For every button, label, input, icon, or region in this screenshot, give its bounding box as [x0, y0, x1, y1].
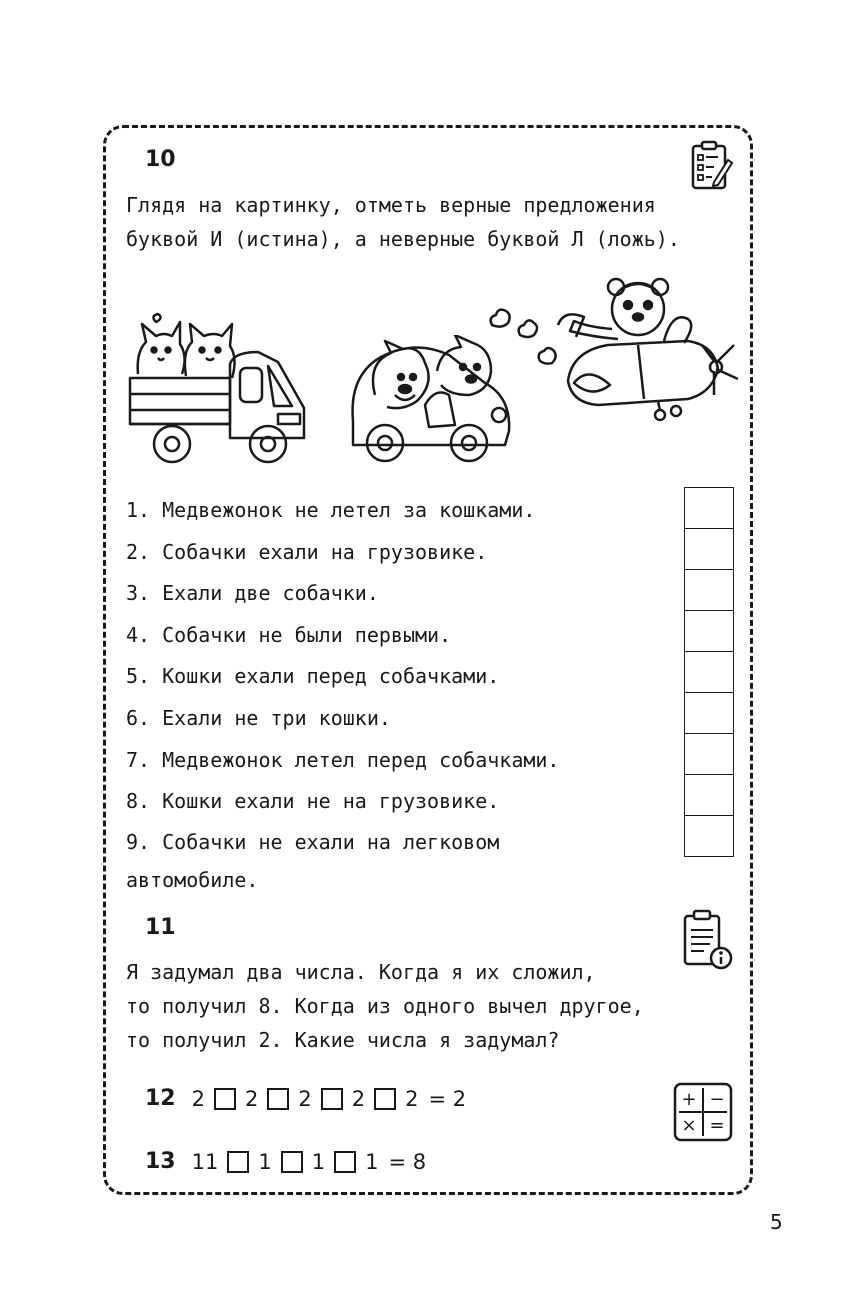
answer-box-3[interactable] [685, 570, 733, 611]
task-12-number: 12 [145, 1086, 176, 1111]
instruction-line-1: Глядя на картинку, отметь верные предложения [126, 193, 656, 217]
task-10-number: 10 [145, 147, 176, 172]
task-11-line-2: то получил 8. Когда из одного вычел другое, [126, 994, 644, 1018]
bear-airplane-illustration [488, 265, 738, 425]
minus-sign: − [709, 1089, 725, 1110]
operand: 2 [298, 1086, 312, 1111]
operand: 2 [191, 1086, 205, 1111]
operand: 11 [191, 1149, 219, 1174]
operand: 2 [405, 1086, 419, 1111]
calculator-icon [673, 1082, 733, 1142]
answer-box-9[interactable] [685, 816, 733, 857]
task-13-equation [145, 1149, 428, 1174]
task-13-number: 13 [145, 1149, 176, 1174]
cats-truck-illustration [128, 312, 313, 472]
answer-box-5[interactable] [685, 652, 733, 693]
answer-box-4[interactable] [685, 611, 733, 652]
answer-box-7[interactable] [685, 734, 733, 775]
operator-box[interactable] [334, 1151, 356, 1173]
task-10-instruction [126, 188, 726, 256]
equals-sign: = [709, 1115, 725, 1136]
statement-list [126, 490, 646, 899]
answer-box-column [684, 487, 734, 857]
checklist-icon [690, 140, 734, 192]
plus-sign: + [681, 1089, 697, 1110]
operator-box[interactable] [227, 1151, 249, 1173]
statement-3: 3. Ехали две собачки. [126, 581, 379, 606]
equation-result: = 2 [428, 1086, 467, 1111]
answer-box-1[interactable] [685, 488, 733, 529]
operand: 1 [365, 1149, 379, 1174]
statement-9: 9. Собачки не ехали на легковом автомобиле. [126, 829, 500, 892]
equation-result: = 8 [388, 1149, 427, 1174]
operator-box[interactable] [281, 1151, 303, 1173]
instruction-line-2: буквой И (истина), а неверные буквой Л (ложь). [126, 227, 680, 251]
statement-1: 1. Медвежонок не летел за кошками. [126, 498, 536, 522]
statement-5: 5. Кошки ехали перед собачками. [126, 664, 500, 689]
operator-box[interactable] [214, 1088, 236, 1110]
operand: 1 [258, 1149, 272, 1174]
operator-box[interactable] [374, 1088, 396, 1110]
answer-box-2[interactable] [685, 529, 733, 570]
statement-7: 7. Медвежонок летел перед собачками. [126, 747, 560, 772]
times-sign: × [681, 1115, 697, 1136]
task-11-line-1: Я задумал два числа. Когда я их сложил, [126, 960, 596, 984]
task-12-equation [145, 1086, 468, 1111]
operand: 2 [245, 1086, 259, 1111]
statement-2: 2. Собачки ехали на грузовике. [126, 539, 488, 564]
operator-box[interactable] [267, 1088, 289, 1110]
answer-box-8[interactable] [685, 775, 733, 816]
operand: 1 [311, 1149, 326, 1174]
operator-box[interactable] [321, 1088, 343, 1110]
statement-4: 4. Собачки не были первыми. [126, 622, 452, 647]
task-11-line-3: то получил 2. Какие числа я задумал? [126, 1028, 560, 1052]
task-11-number: 11 [145, 915, 176, 940]
task-11-text [126, 955, 726, 1057]
operand: 2 [351, 1086, 366, 1111]
statement-6: 6. Ехали не три кошки. [126, 705, 391, 730]
statement-8: 8. Кошки ехали не на грузовике. [126, 789, 500, 814]
page-number: 5 [770, 1210, 783, 1234]
answer-box-6[interactable] [685, 693, 733, 734]
